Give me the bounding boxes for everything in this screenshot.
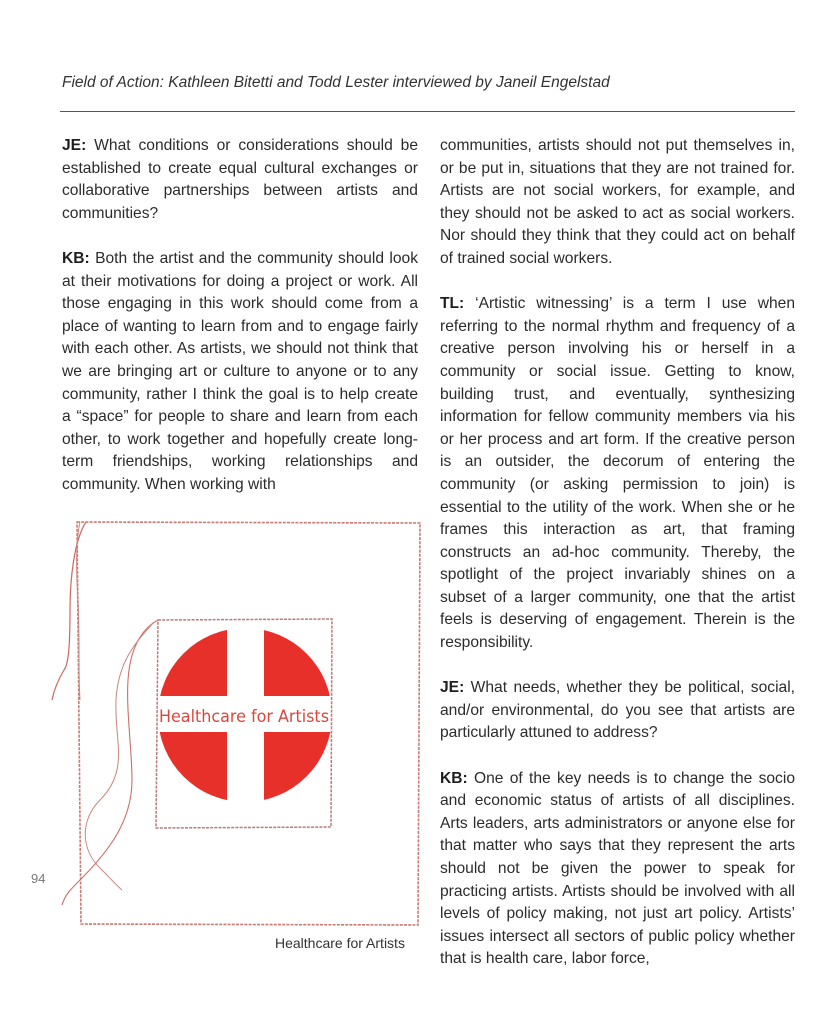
right-column [440, 135, 795, 994]
paragraph-text: What needs, whether they be political, social, and/or environmental, do you see that artists are particularly attuned to address? [440, 679, 795, 742]
header-rule [60, 111, 795, 112]
loose-thread [52, 522, 86, 700]
logo-quadrant-top-left [150, 620, 227, 696]
question-paragraph [62, 135, 418, 225]
paragraph-text: One of the key needs is to change the socio and economic status of artists of all disciplines. Arts leaders, arts administrators or anyone else for that matter who says that they represent the arts should not be given the power to speak for practicing artists. Artists should be involved with all levels of policy making, not just art policy. Artists’ issues intersect all sectors of public policy whether that is health care, labor force, [440, 769, 795, 968]
stitched-artwork [40, 500, 430, 940]
question-paragraph [440, 677, 795, 745]
answer-paragraph [440, 768, 795, 971]
speaker-label: KB: [440, 769, 468, 787]
logo-quadrant-bottom-left [150, 732, 227, 822]
healthcare-for-artists-figure [40, 500, 430, 940]
speaker-label: JE: [62, 137, 87, 154]
page-number: 94 [31, 871, 46, 886]
speaker-label: JE: [440, 679, 465, 697]
paragraph-text: Both the artist and the community should look at their motivations for doing a project or work. All those engaging in this work should come from a place of wanting to learn from and to engage fairly with each other. As artists, we should not think that we are bringing art or culture to anyone or to any community, rather I think the goal is to help create a “space” for people to share and learn from each other, to work together and hopefully create long-term friendships, working relationships and community. When working with [62, 249, 418, 493]
paragraph-text: communities, artists should not put themselves in, or be put in, situations that they are not trained for. Artists are not social workers, for example, and they should not be asked to act as social workers. Nor should they think that they could act on behalf of trained social workers. [440, 137, 795, 267]
running-title: Field of Action: Kathleen Bitetti and Todd Lester interviewed by Janeil Engelstad [62, 74, 610, 91]
speaker-label: TL: [440, 295, 465, 313]
answer-paragraph [440, 293, 795, 655]
speaker-label: KB: [62, 249, 90, 267]
figure-caption: Healthcare for Artists [275, 935, 405, 951]
answer-continuation-paragraph [440, 135, 795, 271]
loose-thread [85, 622, 154, 890]
loose-thread [62, 620, 158, 905]
answer-paragraph [62, 248, 418, 497]
paragraph-text: ‘Artistic witnessing’ is a term I use when referring to the normal rhythm and frequency of a creative person involving his or herself in a community or social issue. Getting to know, building trust, and eventually, synthesizing information for fellow community members via his or her process and art form. If the creative person is an outsider, the decorum of entering the community (or asking permission to join) is essential to the utility of the work. When she or he frames this interaction as art, that framing constructs an ad-hoc community. Thereby, the spotlight of the project invariably shines on a subset of a larger community, one that the artist feels is deserving of engagement. Therein is the responsibility. [440, 295, 795, 652]
logo-text: Healthcare for Artists [159, 707, 330, 727]
left-column [62, 135, 418, 519]
paragraph-text: What conditions or considerations should be established to create equal cultural exchanges or collaborative partnerships between artists and communities? [62, 137, 418, 222]
